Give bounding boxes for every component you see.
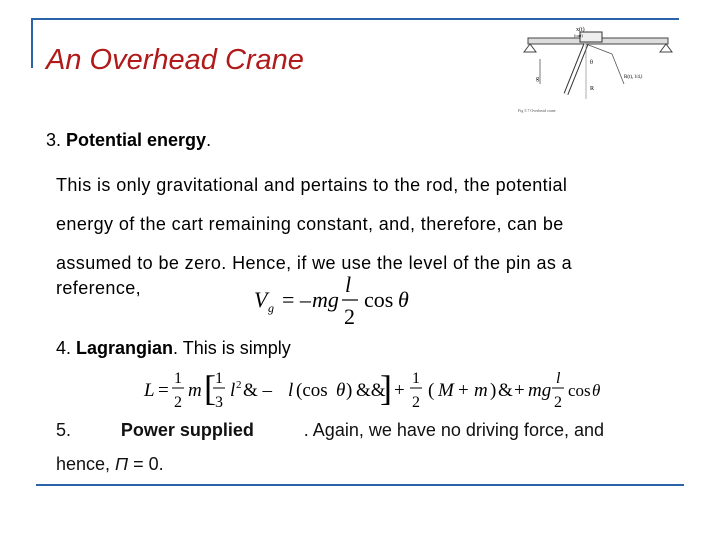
svg-text:(: ( xyxy=(428,380,435,401)
svg-text:mg: mg xyxy=(528,380,552,401)
svg-text:θ: θ xyxy=(592,381,600,400)
item-5-line-2: hence, Π = 0. xyxy=(56,454,164,474)
svg-text:g: g xyxy=(268,301,274,315)
figure-label-side: R(t), l/4,l xyxy=(624,75,643,80)
svg-text:&: & xyxy=(498,380,513,401)
svg-text:2: 2 xyxy=(344,304,355,329)
svg-text:2: 2 xyxy=(412,394,420,411)
svg-text:cos: cos xyxy=(568,381,591,400)
svg-text:m: m xyxy=(188,380,202,401)
accent-bar-top xyxy=(31,18,679,20)
svg-text:(cos: (cos xyxy=(296,380,328,401)
svg-text:2: 2 xyxy=(174,394,182,411)
svg-text:L: L xyxy=(144,380,155,401)
item-3-text: This is only gravitational and pertains to the rod, the potential energy of the cart remaining constant, and, therefore, can be assumed to be zero. Hence, if we use the level of the pin as a xyxy=(56,175,573,273)
svg-text:M: M xyxy=(438,380,454,401)
svg-text:1: 1 xyxy=(412,370,420,387)
equation-potential-energy xyxy=(248,270,418,332)
item-4-heading: 4. Lagrangian. This is simply xyxy=(56,338,291,358)
svg-text:θ: θ xyxy=(398,287,409,312)
svg-text:mg: mg xyxy=(312,287,339,312)
svg-text:+: + xyxy=(394,380,405,401)
svg-text:θ: θ xyxy=(336,380,346,401)
svg-text:2: 2 xyxy=(554,394,562,411)
figure-caption: Fig 5.7 Overhead crane xyxy=(518,108,556,113)
svg-text:3: 3 xyxy=(215,394,223,411)
item-5-number: 5. xyxy=(56,420,72,440)
figure-label-cart: (cart) xyxy=(574,33,583,38)
item-5 xyxy=(56,420,604,475)
figure-label-top: x(t) xyxy=(576,27,585,33)
item-3-reference: reference, xyxy=(56,278,142,298)
svg-text:cos: cos xyxy=(364,287,394,312)
svg-text:]: ] xyxy=(380,368,392,408)
power-symbol: Π xyxy=(115,454,129,474)
slide-title: An Overhead Crane xyxy=(46,44,304,76)
svg-text:V: V xyxy=(254,287,268,312)
svg-text:): ) xyxy=(346,380,353,401)
figure-label-theta: θ xyxy=(590,60,593,66)
svg-text:l: l xyxy=(230,380,236,401)
svg-text:= –: = – xyxy=(282,287,311,312)
accent-bar-left xyxy=(31,18,33,68)
equation-lagrangian xyxy=(140,366,600,416)
figure-label-g: g xyxy=(536,76,539,82)
accent-bar-bottom xyxy=(36,484,684,486)
svg-text:& –: & – xyxy=(243,380,273,401)
svg-text:m: m xyxy=(474,380,488,401)
svg-text:2: 2 xyxy=(236,379,242,391)
crane-figure xyxy=(516,24,680,116)
svg-text:1: 1 xyxy=(215,370,223,387)
svg-text:[: [ xyxy=(204,368,216,408)
svg-text:+: + xyxy=(458,380,469,401)
svg-text:=: = xyxy=(158,380,169,401)
svg-text:l: l xyxy=(288,380,294,401)
svg-text:+: + xyxy=(514,380,525,401)
svg-text:): ) xyxy=(490,380,497,401)
item-5-line-1 xyxy=(56,420,604,441)
svg-text:1: 1 xyxy=(174,370,182,387)
svg-text:&&: && xyxy=(356,380,386,401)
item-5-text-a: . Again, we have no driving force, and xyxy=(303,420,604,440)
svg-text:l: l xyxy=(556,370,561,387)
figure-label-R: R xyxy=(590,86,595,92)
svg-text:l: l xyxy=(345,272,352,297)
item-5-heading: Power supplied xyxy=(120,420,254,440)
item-3-heading: 3. Potential energy. xyxy=(46,130,212,150)
